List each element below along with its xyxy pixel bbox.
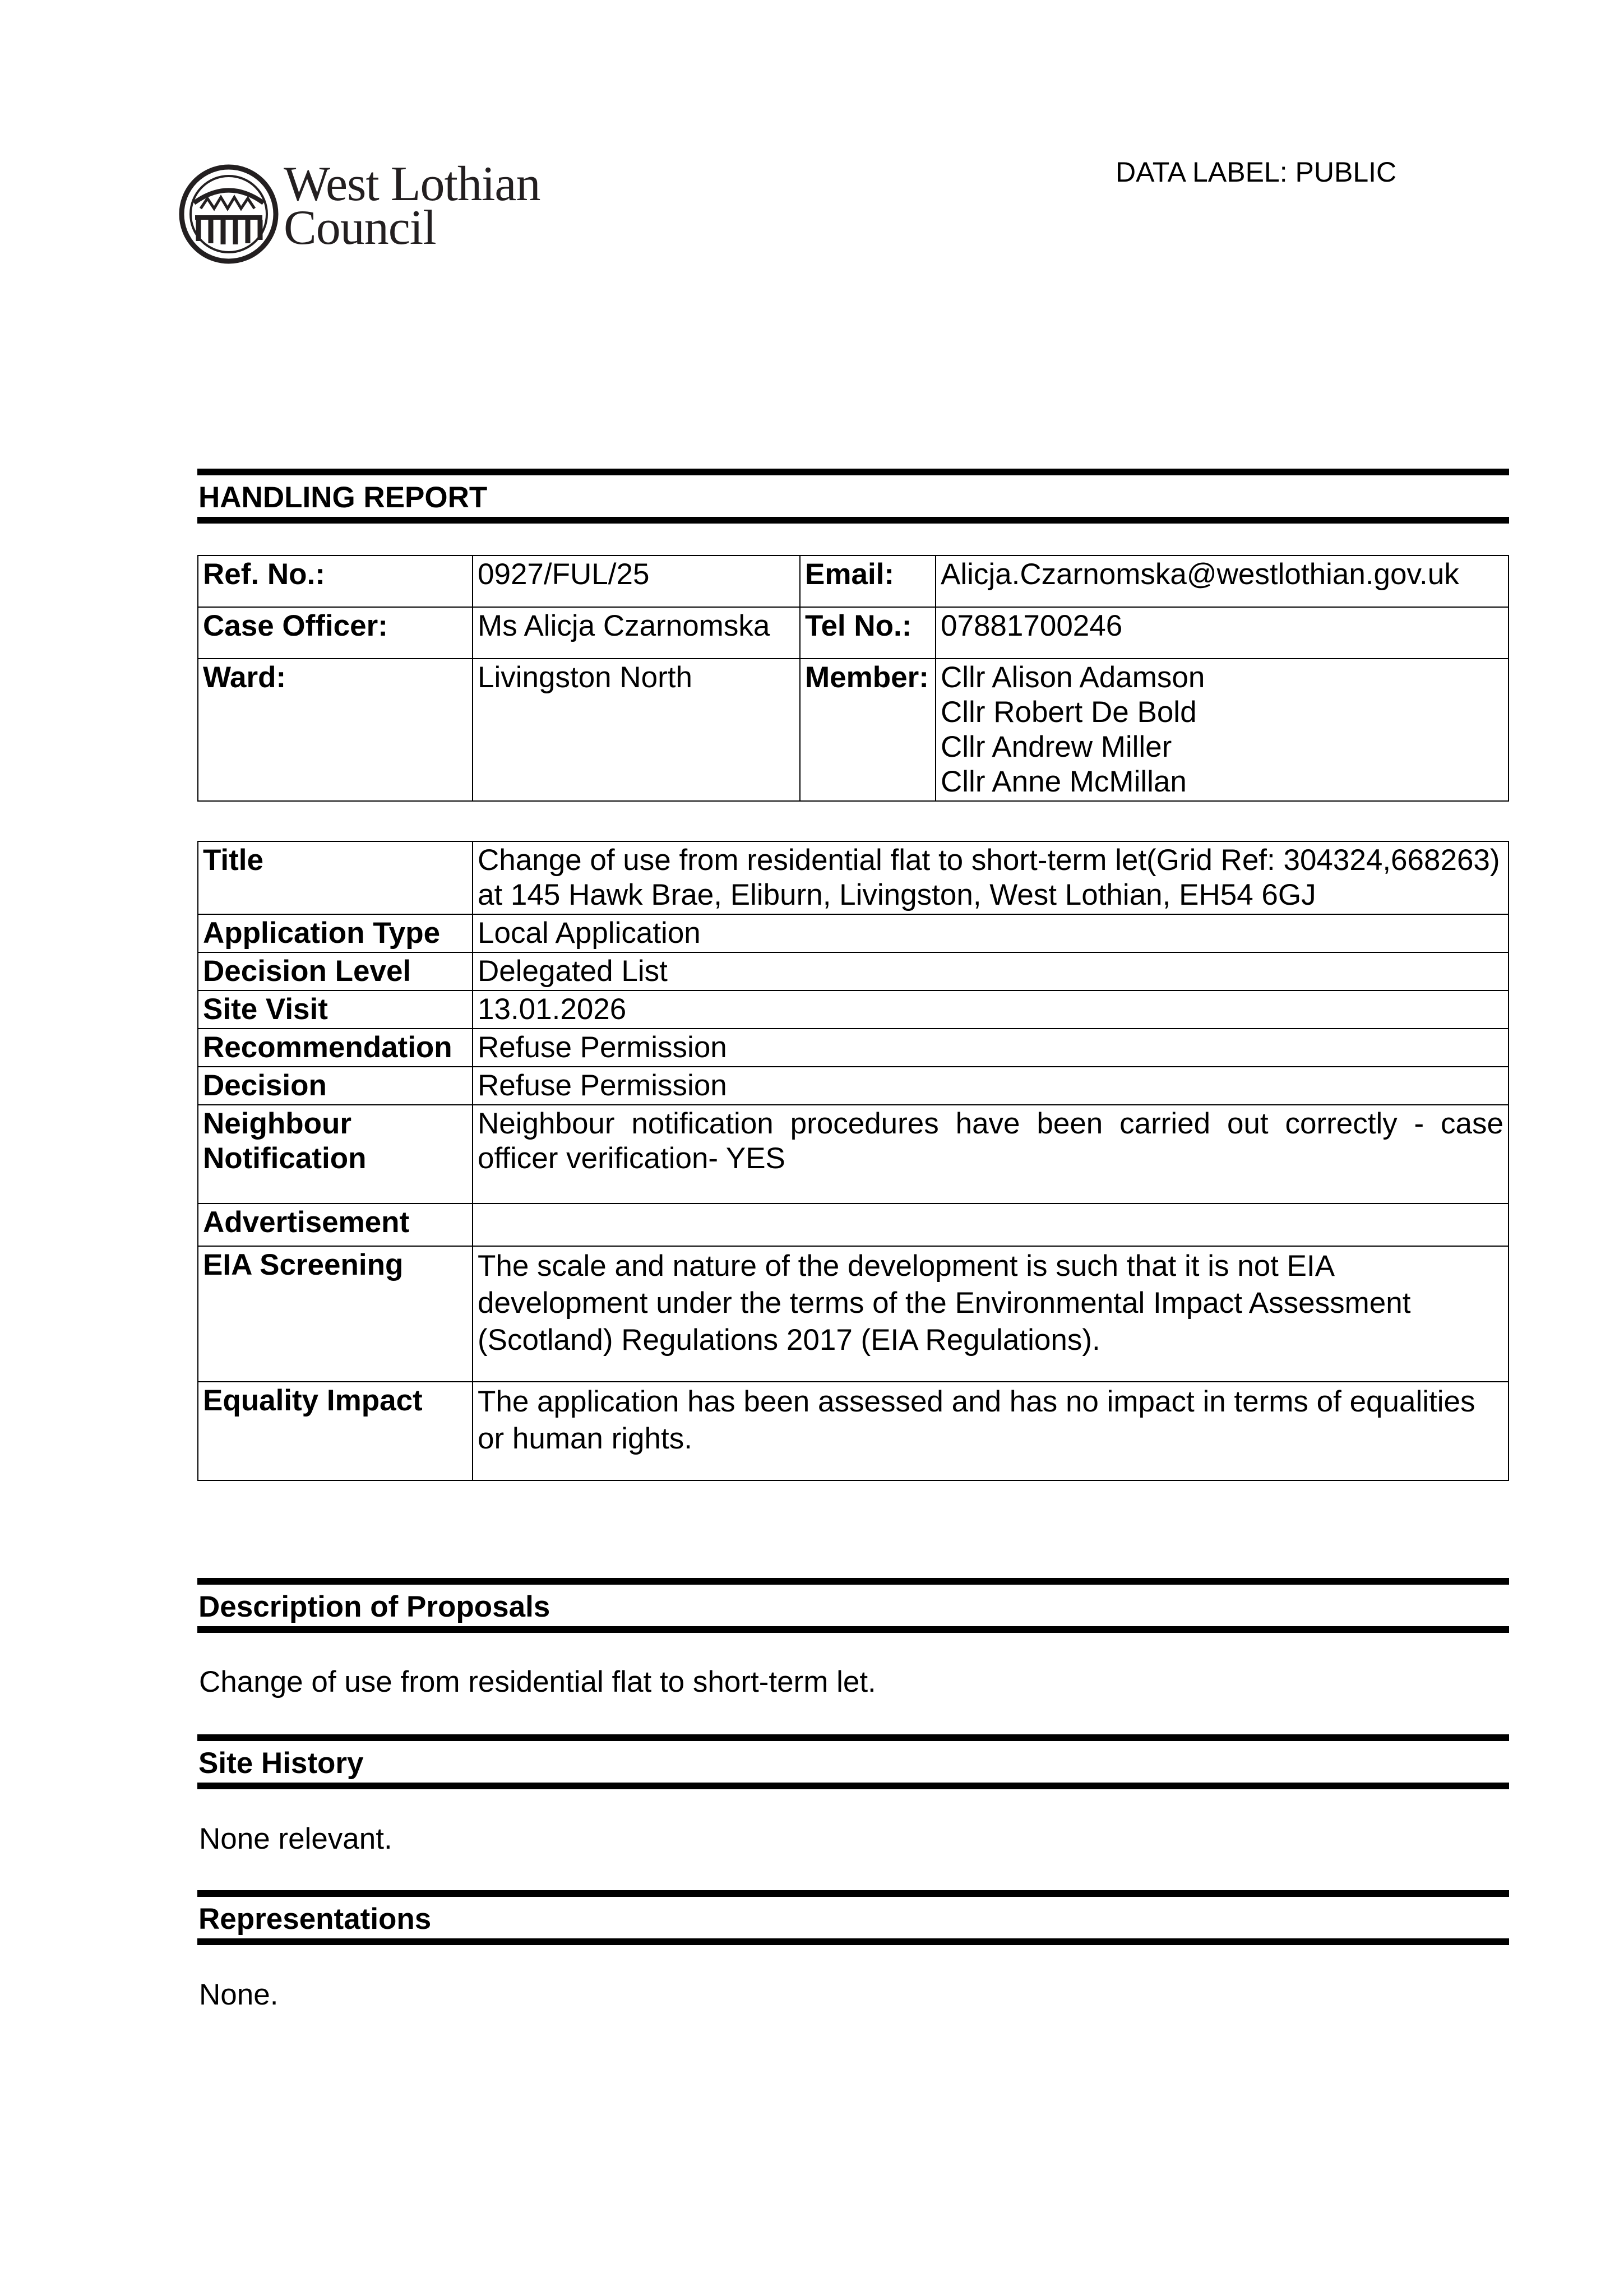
email-label: Email: bbox=[800, 556, 936, 607]
representations-text: None. bbox=[199, 1978, 279, 2011]
table-row bbox=[198, 841, 1509, 914]
table-row bbox=[198, 914, 1509, 952]
email-value: Alicja.Czarnomska@westlothian.gov.uk bbox=[936, 556, 1509, 607]
ward-label: Ward: bbox=[198, 659, 473, 801]
table-row bbox=[198, 952, 1509, 990]
council-logo bbox=[178, 157, 559, 269]
viaduct-emblem-icon bbox=[178, 164, 279, 265]
equality-impact-value: The application has been assessed and has no impact in terms of equalities or human rights. bbox=[473, 1382, 1509, 1480]
advertisement-value bbox=[473, 1203, 1509, 1246]
table-row bbox=[198, 659, 1509, 801]
proposals-text: Change of use from residential flat to short-term let. bbox=[199, 1665, 876, 1698]
case-officer-label: Case Officer: bbox=[198, 607, 473, 659]
table-row bbox=[198, 1105, 1509, 1203]
application-type-label: Application Type bbox=[198, 914, 473, 952]
details-table bbox=[197, 841, 1509, 1481]
table-row bbox=[198, 1029, 1509, 1067]
decision-level-label: Decision Level bbox=[198, 952, 473, 990]
proposals-heading bbox=[197, 1578, 1509, 1633]
representations-heading bbox=[197, 1890, 1509, 1945]
recommendation-label: Recommendation bbox=[198, 1029, 473, 1067]
members-cell bbox=[936, 659, 1509, 801]
title-value: Change of use from residential flat to short-term let(Grid Ref: 304324,668263) at 145 Hawk Brae, Eliburn, Livingston, West Lothian, EH54 6GJ bbox=[473, 841, 1509, 914]
eia-screening-value: The scale and nature of the development is such that it is not EIA development under the terms of the Environmental Impact Assessment (Scotland) Regulations 2017 (EIA Regulations). bbox=[473, 1246, 1509, 1382]
data-label: DATA LABEL: PUBLIC bbox=[1116, 156, 1397, 188]
representations-heading-text: Representations bbox=[198, 1902, 432, 1936]
member-name: Cllr Alison Adamson bbox=[941, 661, 1205, 694]
decision-label: Decision bbox=[198, 1067, 473, 1105]
title-label: Title bbox=[198, 841, 473, 914]
logo-line-1: West Lothian bbox=[284, 157, 540, 211]
site-history-heading-text: Site History bbox=[198, 1747, 364, 1780]
site-visit-label: Site Visit bbox=[198, 990, 473, 1029]
member-name: Cllr Andrew Miller bbox=[941, 730, 1172, 763]
logo-line-2: Council bbox=[284, 201, 436, 255]
site-history-heading bbox=[197, 1734, 1509, 1789]
table-row bbox=[198, 1246, 1509, 1382]
logo-wordmark bbox=[284, 157, 540, 255]
officer-table bbox=[197, 555, 1509, 802]
site-visit-value: 13.01.2026 bbox=[473, 990, 1509, 1029]
member-name: Cllr Robert De Bold bbox=[941, 696, 1197, 729]
neighbour-notification-label: Neighbour Notification bbox=[198, 1105, 473, 1203]
decision-level-value: Delegated List bbox=[473, 952, 1509, 990]
eia-screening-label: EIA Screening bbox=[198, 1246, 473, 1382]
recommendation-value: Refuse Permission bbox=[473, 1029, 1509, 1067]
handling-report-title: HANDLING REPORT bbox=[198, 481, 488, 514]
member-label: Member: bbox=[800, 659, 936, 801]
site-history-text: None relevant. bbox=[199, 1822, 392, 1855]
ref-value: 0927/FUL/25 bbox=[473, 556, 800, 607]
ward-value: Livingston North bbox=[473, 659, 800, 801]
tel-value: 07881700246 bbox=[936, 607, 1509, 659]
table-row bbox=[198, 607, 1509, 659]
ref-label: Ref. No.: bbox=[198, 556, 473, 607]
table-row bbox=[198, 1203, 1509, 1246]
tel-label: Tel No.: bbox=[800, 607, 936, 659]
table-row bbox=[198, 1067, 1509, 1105]
member-name: Cllr Anne McMillan bbox=[941, 765, 1187, 798]
equality-impact-label: Equality Impact bbox=[198, 1382, 473, 1480]
table-row bbox=[198, 990, 1509, 1029]
handling-report-heading bbox=[197, 469, 1509, 524]
decision-value: Refuse Permission bbox=[473, 1067, 1509, 1105]
table-row bbox=[198, 1382, 1509, 1480]
application-type-value: Local Application bbox=[473, 914, 1509, 952]
proposals-heading-text: Description of Proposals bbox=[198, 1590, 550, 1623]
neighbour-notification-value: Neighbour notification procedures have been carried out correctly - case officer verification- YES bbox=[473, 1105, 1509, 1203]
table-row bbox=[198, 556, 1509, 607]
advertisement-label: Advertisement bbox=[198, 1203, 473, 1246]
case-officer-value: Ms Alicja Czarnomska bbox=[473, 607, 800, 659]
